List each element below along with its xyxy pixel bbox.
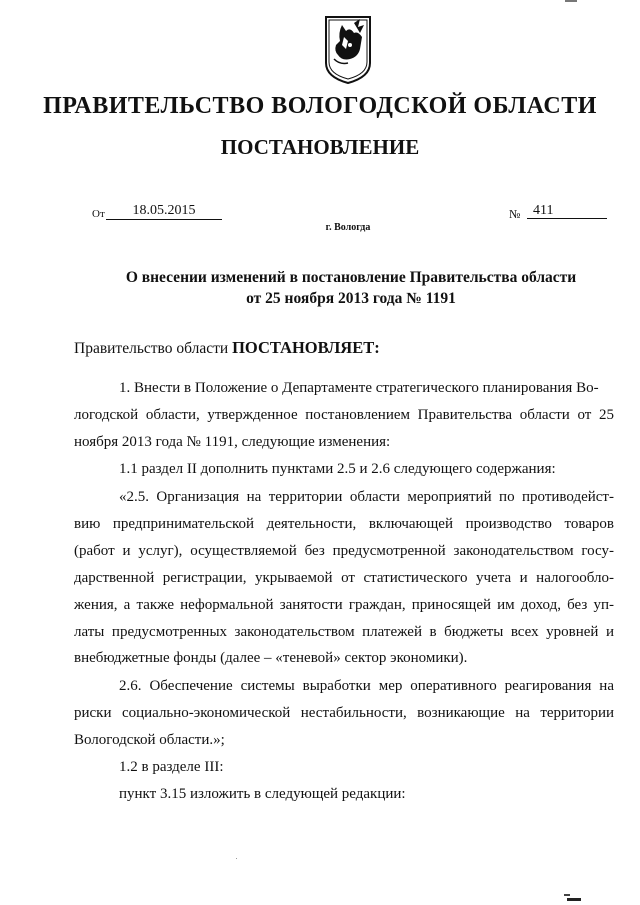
scan-mark xyxy=(564,894,570,896)
body-line: пункт 3.15 изложить в следующей редакции: xyxy=(119,786,406,802)
body-line: логодской области, утвержденное постановлением Правительства области от 25 xyxy=(74,407,614,423)
document-number: 411 xyxy=(527,203,607,219)
number-label: № xyxy=(509,207,521,221)
body-line: внебюджетные фонды (далее – «теневой» сектор экономики). xyxy=(74,650,468,666)
body-line: 2.6. Обеспечение системы выработки мер оперативного реагирования на xyxy=(119,678,614,694)
body-line: жения, а также неформальной занятости граждан, приносящей им доход, без уп- xyxy=(74,597,614,613)
preamble-emphasis: ПОСТАНОВЛЯЕТ: xyxy=(232,338,380,357)
body-line: риски социально-экономической нестабильности, возникающие на территории xyxy=(74,705,614,721)
body-line: дарственной регистрации, укрываемой от статистического учета и налогообло- xyxy=(74,570,614,586)
document-subject xyxy=(0,267,640,309)
body-line: 1.2 в разделе III: xyxy=(119,759,224,775)
government-title: ПРАВИТЕЛЬСТВО ВОЛОГОДСКОЙ ОБЛАСТИ xyxy=(43,93,597,119)
scan-mark xyxy=(567,898,581,901)
document-type-heading: ПОСТАНОВЛЕНИЕ xyxy=(220,135,420,159)
coat-of-arms-emblem xyxy=(324,15,372,85)
body-line: ноября 2013 года № 1191, следующие изменения: xyxy=(74,434,391,450)
document-date: 18.05.2015 xyxy=(106,203,222,220)
body-line: Вологодской области.»; xyxy=(74,732,225,748)
scan-mark xyxy=(565,0,577,2)
body-line: «2.5. Организация на территории области мероприятий по противодейст- xyxy=(119,489,614,505)
body-line: 1.1 раздел II дополнить пунктами 2.5 и 2.6 следующего содержания: xyxy=(119,461,556,477)
body-line: 1. Внести в Положение о Департаменте стратегического планирования Во- xyxy=(119,380,599,396)
body-line: (работ и услуг), осуществляемой без предусмотренной законодательством госу- xyxy=(74,543,614,559)
city-label: г. Вологда xyxy=(325,222,371,233)
body-line: латы предусмотренных законодательством платежей в бюджеты всех уровней и xyxy=(74,624,614,640)
scan-speck xyxy=(236,858,237,859)
preamble xyxy=(74,338,380,358)
date-prefix-label: От xyxy=(92,208,105,220)
body-line: вию предпринимательской деятельности, включающей производство товаров xyxy=(74,516,614,532)
subject-line: от 25 ноября 2013 года № 1191 xyxy=(246,290,456,307)
subject-line: О внесении изменений в постановление Правительства области xyxy=(125,269,577,286)
preamble-text: Правительство области xyxy=(74,340,233,357)
